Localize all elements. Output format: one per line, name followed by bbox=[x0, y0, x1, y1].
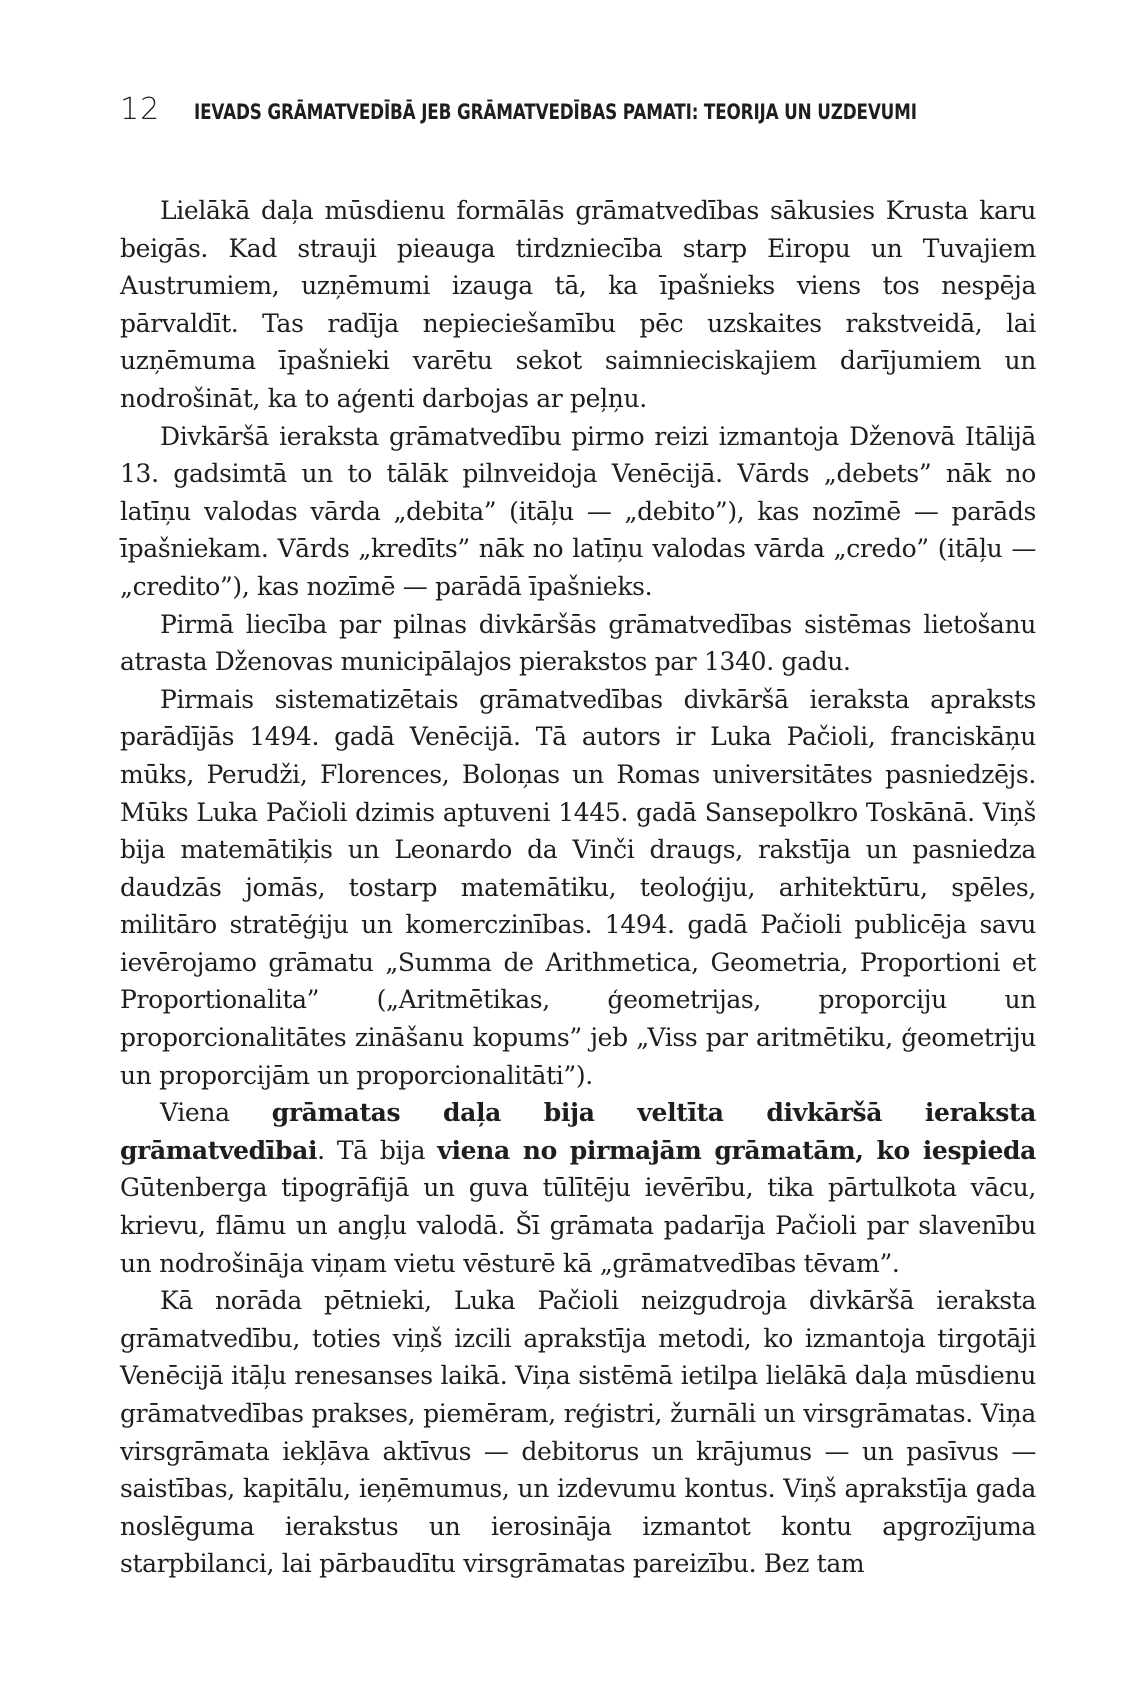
running-title: IEVADS GRĀMATVEDĪBĀ JEB GRĀMATVEDĪBAS PAMATI: TEORIJA UN UZDEVUMI bbox=[194, 100, 917, 124]
bold-text-run: viena no pirmajām grāmatām, ko iespieda bbox=[437, 1135, 1036, 1165]
paragraph-genoa-evidence: Pirmā liecība par pilnas divkāršās grāmatvedības sistēmas lietošanu atrasta Dženovas municipālajos pierakstos par 1340. gadu. bbox=[120, 609, 1036, 677]
bold-text-run: grāmatas daļa bija veltīta divkāršā ieraksta grāmatvedībai bbox=[120, 1098, 1036, 1165]
body-text bbox=[120, 192, 1036, 1583]
text-run: Viena bbox=[160, 1098, 272, 1128]
paragraph-crusades: Lielākā daļa mūsdienu formālās grāmatvedības sākusies Krusta karu beigās. Kad strauji pieauga tirdzniecība starp Eiropu un Tuvajiem Austrumiem, uzņēmumi izauga tā, ka īpašnieks viens tos nespēja pārvaldīt. Tas radīja nepieciešamību pēc uzskaites rakstveidā, lai uzņēmuma īpašnieki varētu sekot saimnieciskajiem darījumiem un nodrošināt, ka to aģenti darbojas ar peļņu. bbox=[120, 196, 1036, 413]
page-number: 12 bbox=[120, 92, 161, 127]
text-run: . Tā bija bbox=[317, 1135, 438, 1165]
paragraph-pacioli-method: Kā norāda pētnieki, Luka Pačioli neizgudroja divkāršā ieraksta grāmatvedību, toties viņš izcili aprakstīja metodi, ko izmantoja tirgotāji Venēcijā itāļu renesanses laikā. Viņa sistēmā ietilpa lielākā daļa mūsdienu grāmatvedības prakses, piemēram, reģistri, žurnāli un virsgrāmatas. Viņa virsgrāmata iekļāva aktīvus — debitorus un krājumus — un pasīvus — saistības, kapitālu, ieņēmumus, un izdevumu kontus. Viņš aprakstīja gada noslēguma ierakstus un ierosināja izmantot kontu apgrozījuma starpbilanci, lai pārbaudītu virsgrāmatas pareizību. Bez tam bbox=[120, 1286, 1036, 1579]
paragraph-pacioli-biography: Pirmais sistematizētais grāmatvedības divkāršā ieraksta apraksts parādījās 1494. gadā Venēcijā. Tā autors ir Luka Pačioli, franciskāņu mūks, Perudži, Florences, Boloņas un Romas universitātes pasniedzējs. Mūks Luka Pačioli dzimis aptuveni 1445. gadā Sansepolkro Toskānā. Viņš bija matemātiķis un Leonardo da Vinči draugs, rakstīja un pasniedza daudzās jomās, tostarp matemātiku, teoloģiju, arhitektūru, spēles, militāro stratēģiju un komerczinības. 1494. gadā Pačioli publicēja savu ievērojamo grāmatu „Summa de Arithmetica, Geometria, Proportioni et Proportionalita” („Aritmētikas, ģeometrijas, proporciju un proporcionalitātes zināšanu kopums” jeb „Viss par aritmētiku, ģeometriju un proporcijām un proporcionalitāti”). bbox=[120, 684, 1036, 1090]
page-header bbox=[120, 92, 1040, 132]
text-run: Gūtenberga tipogrāfijā un guva tūlītēju ievērību, tika pārtulkota vācu, krievu, flāmu un angļu valodā. Šī grāmata padarīja Pačioli par slavenību un nodrošināja viņam vietu vēsturē kā „grāmatvedības tēvam”. bbox=[120, 1173, 1036, 1278]
paragraph-double-entry-origin: Divkāršā ieraksta grāmatvedību pirmo reizi izmantoja Dženovā Itālijā 13. gadsimtā un to tālāk pilnveidoja Venēcijā. Vārds „debets” nāk no latīņu valodas vārda „debita” (itāļu — „debito”), kas nozīmē — parāds īpašniekam. Vārds „kredīts” nāk no latīņu valodas vārda „credo” (itāļu — „credito”), kas nozīmē — parādā īpašnieks. bbox=[120, 421, 1036, 601]
paragraph-book-significance bbox=[120, 1094, 1036, 1282]
